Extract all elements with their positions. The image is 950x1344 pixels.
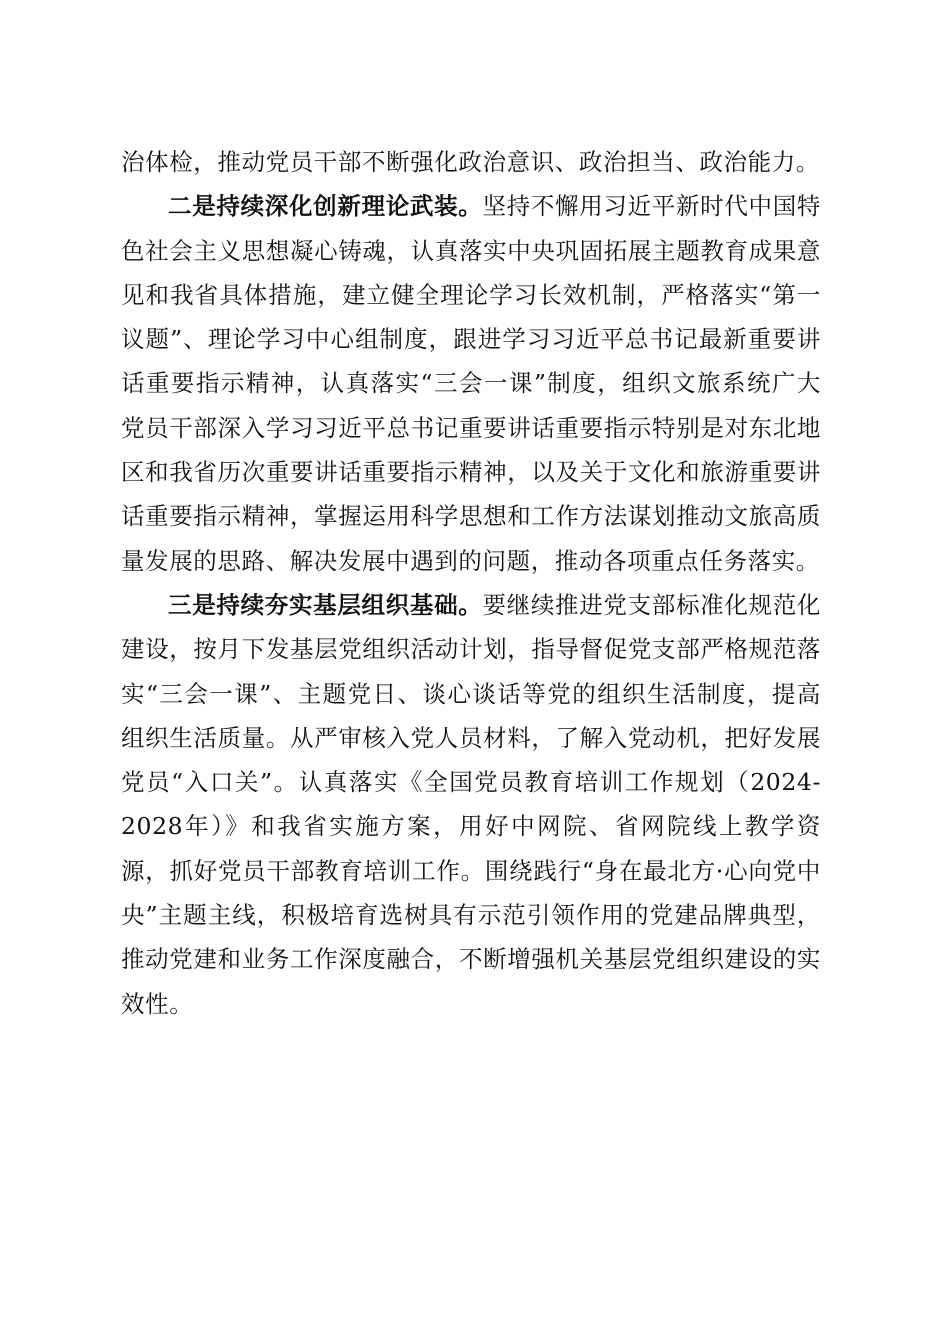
- paragraph-grassroots-organization: [121, 583, 821, 1026]
- paragraph-lead: 三是持续夯实基层组织基础。: [168, 590, 483, 619]
- paragraph-theory-study: [121, 184, 821, 583]
- paragraph-lead: 二是持续深化创新理论武装。: [168, 192, 483, 221]
- paragraph-text: 治体检，推动党员干部不断强化政治意识、政治担当、政治能力。: [121, 148, 820, 176]
- paragraph-continuation: [121, 140, 821, 184]
- paragraph-text: 要继续推进党支部标准化规范化建设，按月下发基层党组织活动计划，指导督促党支部严格规范落实“三会一课”、主题党日、谈心谈话等党的组织生活制度，提高组织生活质量。从严审核入党人员材料，了解入党动机，把好发展党员“入口关”。认真落实《全国党员教育培训工作规划（2024-2028年）》和我省实施方案，用好中网院、省网院线上教学资源，抓好党员干部教育培训工作。围绕践行“身在最北方·心向党中央”主题主线，积极培育选树具有示范引领作用的党建品牌典型，推动党建和业务工作深度融合，不断增强机关基层党组织建设的实效性。: [121, 590, 821, 1018]
- paragraph-text: 坚持不懈用习近平新时代中国特色社会主义思想凝心铸魂，认真落实中央巩固拓展主题教育成果意见和我省具体措施，建立健全理论学习长效机制，严格落实“第一议题”、理论学习中心组制度，跟进学习习近平总书记最新重要讲话重要指示精神，认真落实“三会一课”制度，组织文旅系统广大党员干部深入学习习近平总书记重要讲话重要指示特别是对东北地区和我省历次重要讲话重要指示精神，以及关于文化和旅游重要讲话重要指示精神，掌握运用科学思想和工作方法谋划推动文旅高质量发展的思路、解决发展中遇到的问题，推动各项重点任务落实。: [121, 192, 821, 575]
- document-body: [121, 140, 821, 1026]
